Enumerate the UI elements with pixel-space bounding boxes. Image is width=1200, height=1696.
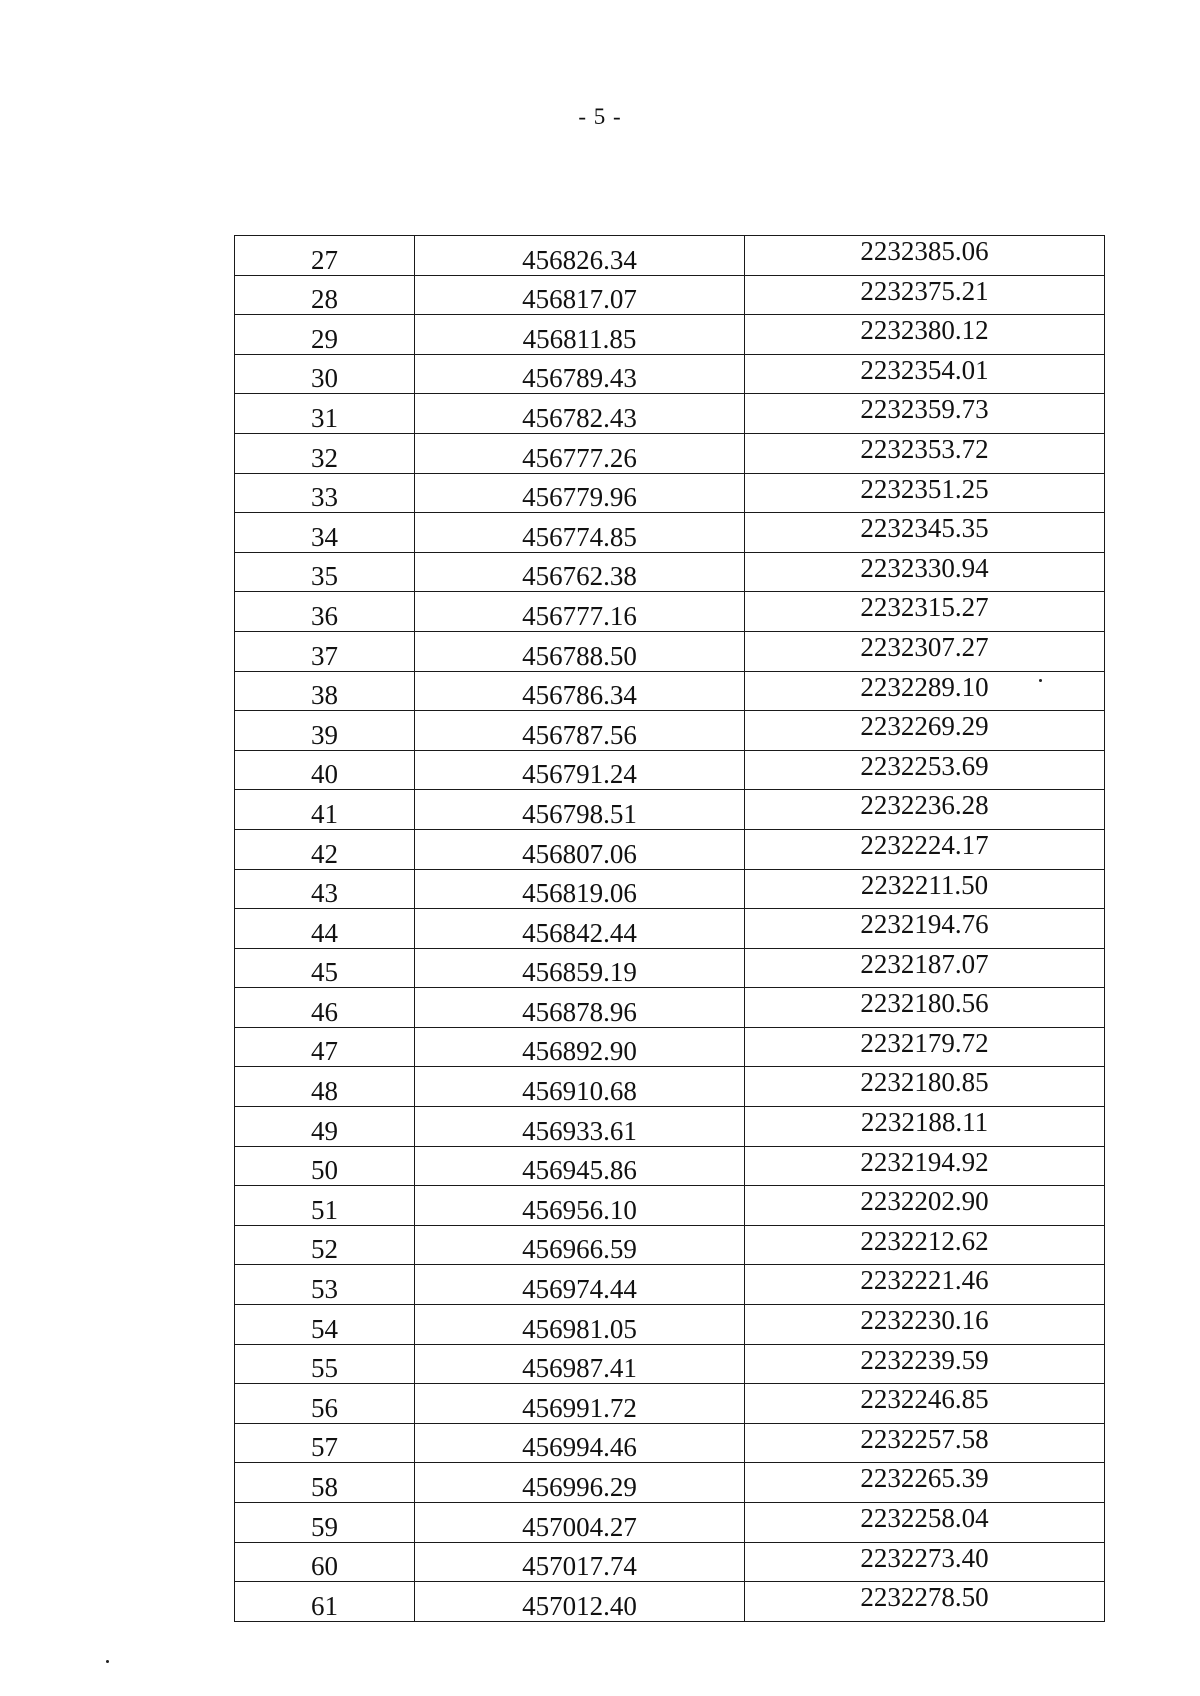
y-coordinate-cell: 2232180.56	[745, 988, 1105, 1028]
coordinate-table-body	[235, 236, 1105, 1622]
point-number-cell: 51	[235, 1186, 415, 1226]
x-coordinate-cell: 456777.26	[415, 433, 745, 473]
x-coordinate-cell: 456774.85	[415, 513, 745, 553]
x-coordinate-cell: 456798.51	[415, 790, 745, 830]
table-row	[235, 829, 1105, 869]
table-row	[235, 1542, 1105, 1582]
table-row	[235, 236, 1105, 276]
y-coordinate-cell: 2232194.76	[745, 909, 1105, 949]
y-coordinate-cell: 2232330.94	[745, 552, 1105, 592]
x-coordinate-cell: 456996.29	[415, 1463, 745, 1503]
point-number-cell: 31	[235, 394, 415, 434]
x-coordinate-cell: 456956.10	[415, 1186, 745, 1226]
table-row	[235, 1423, 1105, 1463]
table-row	[235, 473, 1105, 513]
y-coordinate-cell: 2232265.39	[745, 1463, 1105, 1503]
point-number-cell: 46	[235, 988, 415, 1028]
y-coordinate-cell: 2232278.50	[745, 1582, 1105, 1622]
y-coordinate-cell: 2232239.59	[745, 1344, 1105, 1384]
point-number-cell: 55	[235, 1344, 415, 1384]
y-coordinate-cell: 2232380.12	[745, 315, 1105, 355]
table-row	[235, 552, 1105, 592]
table-row	[235, 711, 1105, 751]
x-coordinate-cell: 456910.68	[415, 1067, 745, 1107]
x-coordinate-cell: 456786.34	[415, 671, 745, 711]
point-number-cell: 35	[235, 552, 415, 592]
point-number-cell: 36	[235, 592, 415, 632]
y-coordinate-cell: 2232258.04	[745, 1503, 1105, 1543]
table-row	[235, 1582, 1105, 1622]
table-row	[235, 1107, 1105, 1147]
y-coordinate-cell: 2232375.21	[745, 275, 1105, 315]
x-coordinate-cell: 456762.38	[415, 552, 745, 592]
point-number-cell: 34	[235, 513, 415, 553]
x-coordinate-cell: 456991.72	[415, 1384, 745, 1424]
x-coordinate-cell: 456859.19	[415, 948, 745, 988]
x-coordinate-cell: 456811.85	[415, 315, 745, 355]
point-number-cell: 58	[235, 1463, 415, 1503]
point-number-cell: 56	[235, 1384, 415, 1424]
point-number-cell: 43	[235, 869, 415, 909]
y-coordinate-cell: 2232385.06	[745, 236, 1105, 276]
table-row	[235, 315, 1105, 355]
y-coordinate-cell: 2232307.27	[745, 631, 1105, 671]
x-coordinate-cell: 456826.34	[415, 236, 745, 276]
table-row	[235, 750, 1105, 790]
x-coordinate-cell: 457012.40	[415, 1582, 745, 1622]
y-coordinate-cell: 2232345.35	[745, 513, 1105, 553]
point-number-cell: 59	[235, 1503, 415, 1543]
table-row	[235, 671, 1105, 711]
table-row	[235, 513, 1105, 553]
table-row	[235, 988, 1105, 1028]
y-coordinate-cell: 2232236.28	[745, 790, 1105, 830]
point-number-cell: 42	[235, 829, 415, 869]
y-coordinate-cell: 2232359.73	[745, 394, 1105, 434]
table-row	[235, 1186, 1105, 1226]
y-coordinate-cell: 2232179.72	[745, 1027, 1105, 1067]
point-number-cell: 27	[235, 236, 415, 276]
x-coordinate-cell: 456966.59	[415, 1225, 745, 1265]
table-row	[235, 631, 1105, 671]
y-coordinate-cell: 2232269.29	[745, 711, 1105, 751]
y-coordinate-cell: 2232246.85	[745, 1384, 1105, 1424]
point-number-cell: 57	[235, 1423, 415, 1463]
y-coordinate-cell: 2232351.25	[745, 473, 1105, 513]
point-number-cell: 28	[235, 275, 415, 315]
point-number-cell: 48	[235, 1067, 415, 1107]
table-row	[235, 1503, 1105, 1543]
y-coordinate-cell: 2232257.58	[745, 1423, 1105, 1463]
y-coordinate-cell: 2232354.01	[745, 354, 1105, 394]
x-coordinate-cell: 456807.06	[415, 829, 745, 869]
table-row	[235, 1146, 1105, 1186]
x-coordinate-cell: 456791.24	[415, 750, 745, 790]
y-coordinate-cell: 2232188.11	[745, 1107, 1105, 1147]
y-coordinate-cell: 2232315.27	[745, 592, 1105, 632]
table-row	[235, 1305, 1105, 1345]
x-coordinate-cell: 456782.43	[415, 394, 745, 434]
table-row	[235, 394, 1105, 434]
table-row	[235, 948, 1105, 988]
table-row	[235, 592, 1105, 632]
x-coordinate-cell: 456789.43	[415, 354, 745, 394]
y-coordinate-cell: 2232353.72	[745, 433, 1105, 473]
x-coordinate-cell: 456933.61	[415, 1107, 745, 1147]
point-number-cell: 44	[235, 909, 415, 949]
y-coordinate-cell: 2232211.50	[745, 869, 1105, 909]
point-number-cell: 54	[235, 1305, 415, 1345]
point-number-cell: 41	[235, 790, 415, 830]
x-coordinate-cell: 456892.90	[415, 1027, 745, 1067]
x-coordinate-cell: 456777.16	[415, 592, 745, 632]
table-row	[235, 1265, 1105, 1305]
x-coordinate-cell: 457004.27	[415, 1503, 745, 1543]
table-row	[235, 275, 1105, 315]
x-coordinate-cell: 456945.86	[415, 1146, 745, 1186]
table-row	[235, 354, 1105, 394]
point-number-cell: 53	[235, 1265, 415, 1305]
point-number-cell: 29	[235, 315, 415, 355]
point-number-cell: 32	[235, 433, 415, 473]
point-number-cell: 60	[235, 1542, 415, 1582]
page-number: - 5 -	[578, 104, 622, 129]
x-coordinate-cell: 456994.46	[415, 1423, 745, 1463]
x-coordinate-cell: 456974.44	[415, 1265, 745, 1305]
x-coordinate-cell: 456817.07	[415, 275, 745, 315]
table-row	[235, 433, 1105, 473]
scan-speck	[1039, 679, 1042, 682]
table-row	[235, 1067, 1105, 1107]
table-row	[235, 1027, 1105, 1067]
point-number-cell: 47	[235, 1027, 415, 1067]
table-row	[235, 790, 1105, 830]
x-coordinate-cell: 456878.96	[415, 988, 745, 1028]
table-row	[235, 1384, 1105, 1424]
table-row	[235, 1225, 1105, 1265]
scan-speck	[106, 1660, 109, 1663]
point-number-cell: 30	[235, 354, 415, 394]
coordinate-table	[234, 235, 1105, 1622]
x-coordinate-cell: 456788.50	[415, 631, 745, 671]
y-coordinate-cell: 2232273.40	[745, 1542, 1105, 1582]
table-row	[235, 909, 1105, 949]
table-row	[235, 869, 1105, 909]
point-number-cell: 50	[235, 1146, 415, 1186]
table-row	[235, 1344, 1105, 1384]
x-coordinate-cell: 456842.44	[415, 909, 745, 949]
x-coordinate-cell: 456981.05	[415, 1305, 745, 1345]
y-coordinate-cell: 2232202.90	[745, 1186, 1105, 1226]
x-coordinate-cell: 456787.56	[415, 711, 745, 751]
y-coordinate-cell: 2232224.17	[745, 829, 1105, 869]
point-number-cell: 45	[235, 948, 415, 988]
x-coordinate-cell: 456819.06	[415, 869, 745, 909]
x-coordinate-cell: 456987.41	[415, 1344, 745, 1384]
y-coordinate-cell: 2232180.85	[745, 1067, 1105, 1107]
y-coordinate-cell: 2232289.10	[745, 671, 1105, 711]
y-coordinate-cell: 2232230.16	[745, 1305, 1105, 1345]
y-coordinate-cell: 2232221.46	[745, 1265, 1105, 1305]
x-coordinate-cell: 456779.96	[415, 473, 745, 513]
point-number-cell: 52	[235, 1225, 415, 1265]
point-number-cell: 37	[235, 631, 415, 671]
point-number-cell: 33	[235, 473, 415, 513]
table-row	[235, 1463, 1105, 1503]
point-number-cell: 39	[235, 711, 415, 751]
point-number-cell: 38	[235, 671, 415, 711]
point-number-cell: 40	[235, 750, 415, 790]
y-coordinate-cell: 2232194.92	[745, 1146, 1105, 1186]
y-coordinate-cell: 2232187.07	[745, 948, 1105, 988]
point-number-cell: 61	[235, 1582, 415, 1622]
y-coordinate-cell: 2232212.62	[745, 1225, 1105, 1265]
point-number-cell: 49	[235, 1107, 415, 1147]
x-coordinate-cell: 457017.74	[415, 1542, 745, 1582]
y-coordinate-cell: 2232253.69	[745, 750, 1105, 790]
